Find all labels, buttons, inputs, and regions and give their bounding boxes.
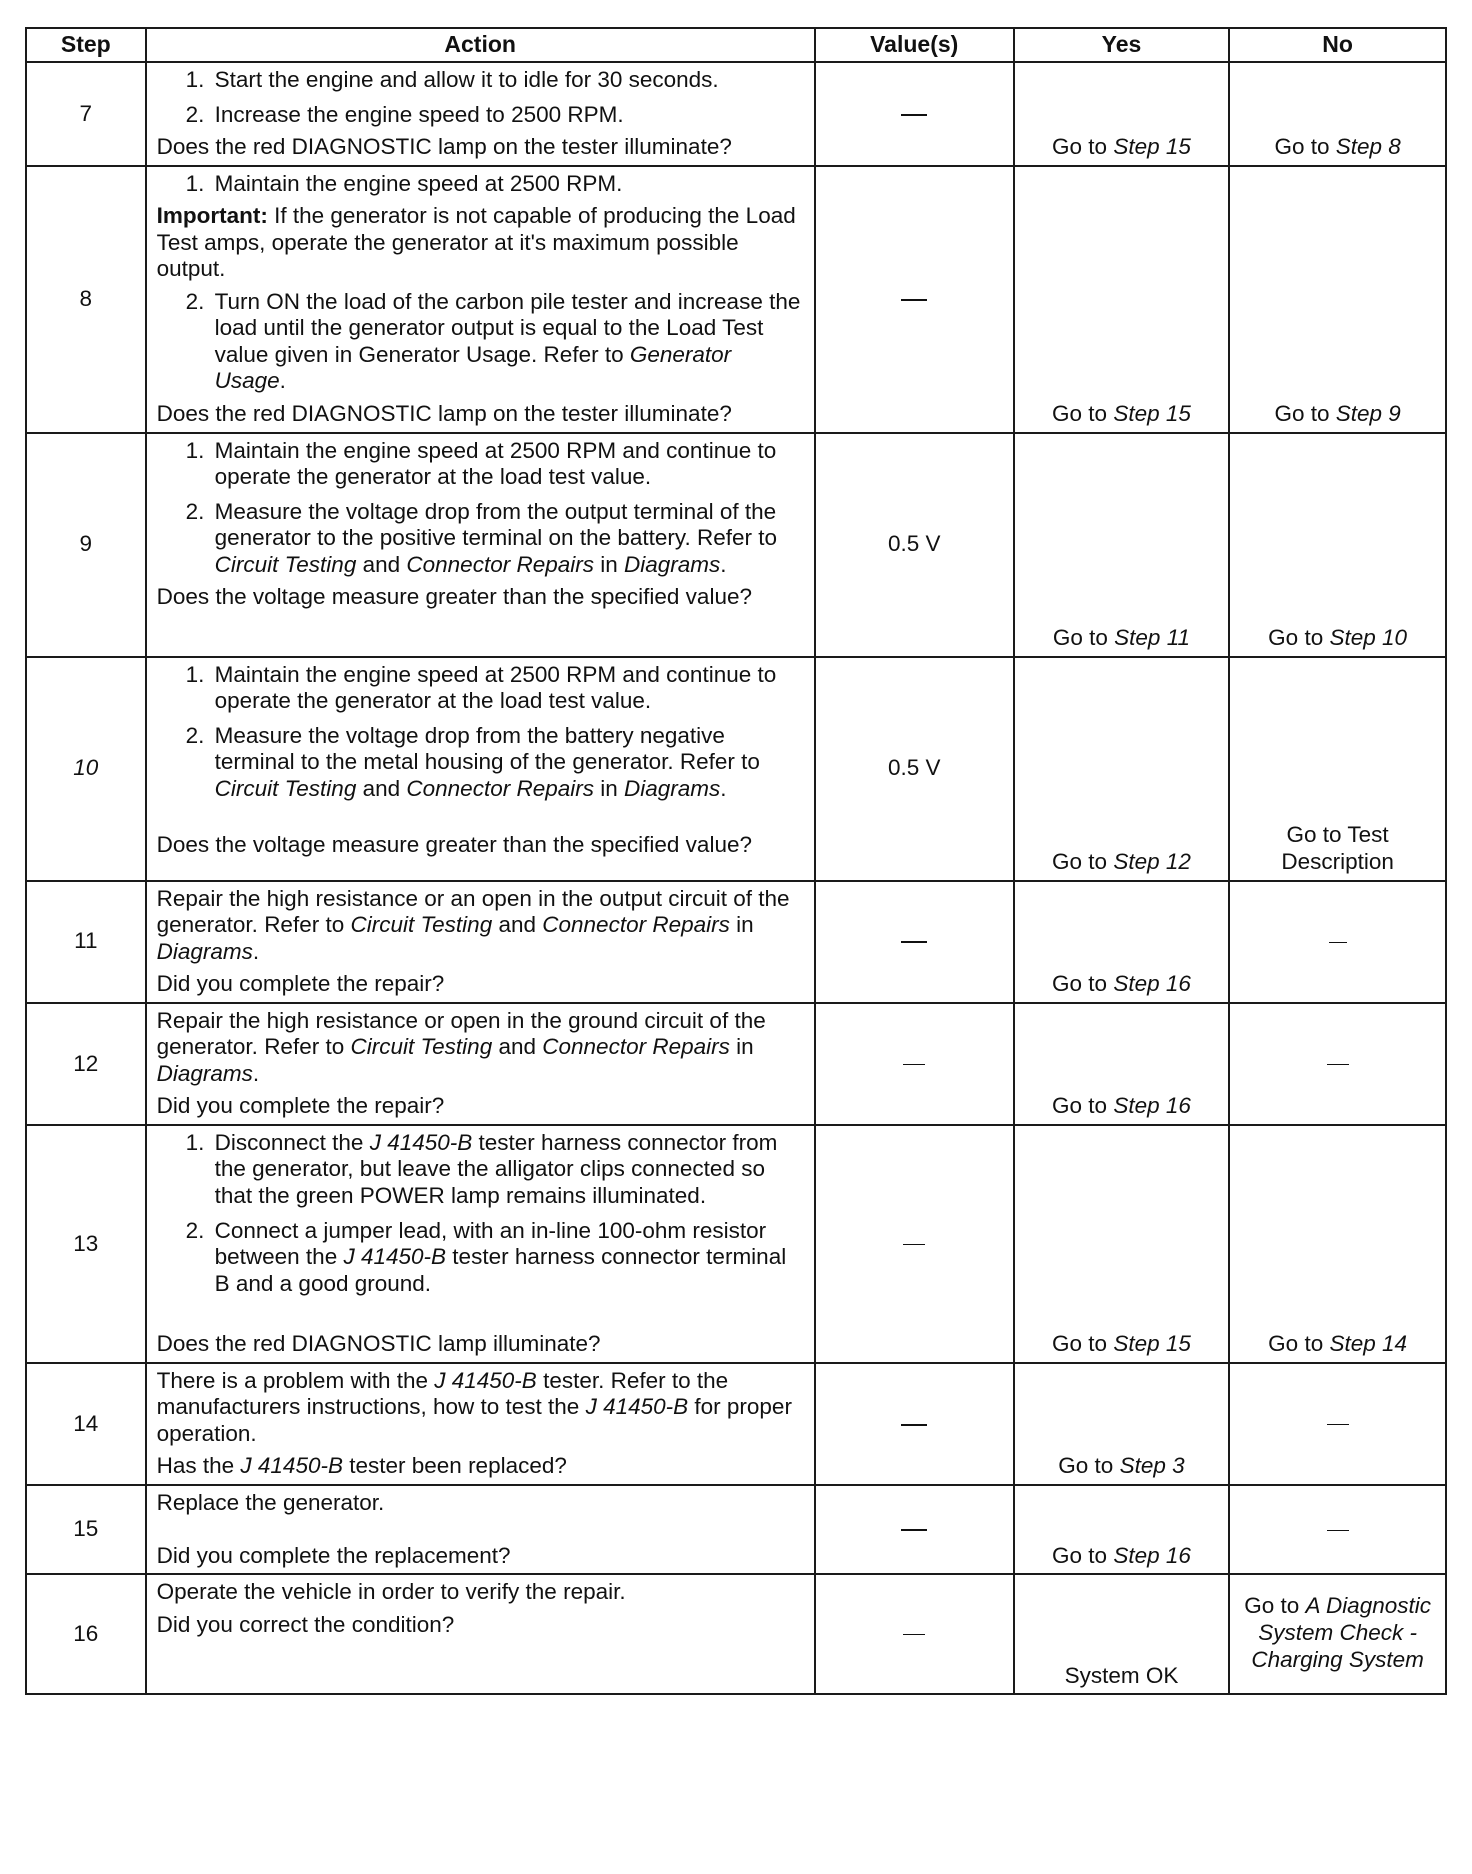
action-item-text: Connect a jumper lead, with an in-line 100-ohm resistor between the xyxy=(214,1217,767,1270)
dash-mark xyxy=(901,114,927,116)
action-item-text: in xyxy=(729,912,754,938)
step-number: 9 xyxy=(26,433,146,657)
dash-mark xyxy=(901,941,927,943)
action-item-text: and xyxy=(356,775,407,801)
no-prefix: Go to xyxy=(1268,1331,1330,1357)
action-question xyxy=(157,1453,804,1480)
step-number: 13 xyxy=(26,1125,146,1363)
yes-step-link[interactable]: Step 15 xyxy=(1113,401,1191,427)
action-item xyxy=(211,1218,804,1298)
yes-prefix: Go to xyxy=(1052,1331,1114,1357)
action-text xyxy=(157,886,804,966)
no-prefix: Go to xyxy=(1268,625,1330,651)
value-cell xyxy=(815,62,1014,166)
action-item: 1. Start the engine and allow it to idle for 30 seconds. xyxy=(211,67,804,94)
no-prefix: Go to xyxy=(1244,1592,1306,1618)
connector-repairs-link[interactable]: Connector Repairs xyxy=(406,775,594,801)
dash-mark xyxy=(901,299,927,301)
step-number: 16 xyxy=(26,1574,146,1694)
action-question: Does the red DIAGNOSTIC lamp on the tester illuminate? xyxy=(156,134,732,160)
value-cell: 0.5 V xyxy=(815,657,1014,881)
no-prefix: Go to xyxy=(1274,134,1336,160)
action-item xyxy=(211,499,804,579)
circuit-testing-link[interactable]: Circuit Testing xyxy=(350,912,493,938)
step-number: 15 xyxy=(26,1485,146,1574)
table-row xyxy=(26,1363,1446,1485)
action-list xyxy=(157,438,804,579)
diagrams-link[interactable]: Diagrams xyxy=(624,551,721,577)
diagnostic-system-check-link[interactable]: A Diagnostic System Check - Charging System xyxy=(1251,1592,1431,1672)
action-question: Does the voltage measure greater than the specified value? xyxy=(156,584,752,610)
action-cell xyxy=(146,1574,815,1694)
action-item-text: Turn ON the load of the carbon pile tester and increase the load until the generator output is equal to the Load Test value given in Generator Usage. Refer to xyxy=(214,288,801,367)
step-number: 7 xyxy=(26,62,146,166)
tool-reference: J 41450-B xyxy=(369,1129,473,1155)
no-cell xyxy=(1229,62,1446,166)
table-row xyxy=(26,1003,1446,1125)
header-values: Value(s) xyxy=(815,28,1014,62)
action-item xyxy=(211,723,804,803)
connector-repairs-link[interactable]: Connector Repairs xyxy=(406,551,594,577)
yes-cell xyxy=(1014,657,1230,881)
header-no: No xyxy=(1229,28,1446,62)
yes-step-link[interactable]: Step 3 xyxy=(1119,1453,1185,1479)
action-cell xyxy=(146,433,815,657)
punct: . xyxy=(279,368,286,394)
table-row xyxy=(26,1125,1446,1363)
action-cell xyxy=(146,881,815,1003)
action-item-text: There is a problem with the xyxy=(156,1367,435,1393)
header-yes: Yes xyxy=(1014,28,1230,62)
table-row xyxy=(26,1485,1446,1574)
important-label: Important: xyxy=(156,203,268,229)
action-list xyxy=(157,67,804,128)
no-step-link[interactable]: Step 14 xyxy=(1329,1331,1408,1357)
yes-prefix: Go to xyxy=(1058,1453,1120,1479)
value-cell xyxy=(815,166,1014,433)
action-text: Operate the vehicle in order to verify the repair. xyxy=(156,1579,626,1605)
table-row xyxy=(26,166,1446,433)
action-item-text: for proper operation. xyxy=(156,1394,792,1446)
yes-step-link[interactable]: Step 11 xyxy=(1114,625,1191,651)
no-cell xyxy=(1229,1363,1446,1485)
yes-step-link[interactable]: Step 16 xyxy=(1113,971,1191,997)
action-item-text: Measure the voltage drop from the output terminal of the generator to the positive terminal on the battery. Refer to xyxy=(214,498,777,551)
diagrams-link[interactable]: Diagrams xyxy=(156,1060,253,1086)
yes-prefix: Go to xyxy=(1052,971,1114,997)
action-question: Did you correct the condition? xyxy=(156,1611,455,1637)
action-item-text: in xyxy=(593,775,624,801)
yes-cell xyxy=(1014,166,1230,433)
diagrams-link[interactable]: Diagrams xyxy=(624,775,721,801)
punct: . xyxy=(720,775,727,801)
action-item-text: Repair the high resistance or an open in the output circuit of the generator. Refer to xyxy=(156,885,790,938)
action-item-text: and xyxy=(356,551,407,577)
tool-reference: J 41450-B xyxy=(585,1394,689,1420)
action-list xyxy=(157,289,804,395)
no-step-link[interactable]: Step 8 xyxy=(1335,134,1401,160)
yes-cell xyxy=(1014,1125,1230,1363)
action-item: 1. Maintain the engine speed at 2500 RPM and continue to operate the generator at the load test value. xyxy=(211,662,804,715)
important-note xyxy=(157,203,804,283)
value-cell xyxy=(815,881,1014,1003)
action-question: Did you complete the repair? xyxy=(156,1093,445,1119)
dash-mark xyxy=(1327,1064,1349,1065)
generator-usage-link[interactable]: Generator Usage xyxy=(214,341,732,394)
tool-reference: J 41450-B xyxy=(240,1453,343,1479)
diagnostic-table xyxy=(25,27,1447,1695)
no-step-link[interactable]: Step 10 xyxy=(1329,625,1408,651)
no-prefix: Go to xyxy=(1274,401,1336,427)
circuit-testing-link[interactable]: Circuit Testing xyxy=(214,775,357,801)
yes-cell: System OK xyxy=(1014,1574,1230,1694)
yes-cell xyxy=(1014,881,1230,1003)
dash-mark xyxy=(1329,942,1347,943)
action-item: 1. Maintain the engine speed at 2500 RPM. xyxy=(211,171,804,198)
yes-cell xyxy=(1014,1485,1230,1574)
yes-cell xyxy=(1014,62,1230,166)
action-list xyxy=(157,662,804,803)
connector-repairs-link[interactable]: Connector Repairs xyxy=(542,912,730,938)
action-item: 2. Increase the engine speed to 2500 RPM. xyxy=(211,102,804,129)
table-row xyxy=(26,657,1446,881)
yes-prefix: Go to xyxy=(1052,1542,1114,1568)
action-list xyxy=(157,171,804,198)
dash-mark xyxy=(903,1244,925,1245)
no-cell xyxy=(1229,433,1446,657)
header-action: Action xyxy=(146,28,815,62)
action-item-text: Disconnect the xyxy=(214,1129,370,1155)
tool-reference: J 41450-B xyxy=(434,1367,537,1393)
no-cell xyxy=(1229,166,1446,433)
action-question: Did you complete the replacement? xyxy=(156,1542,511,1568)
no-cell xyxy=(1229,1485,1446,1574)
connector-repairs-link[interactable]: Connector Repairs xyxy=(542,1034,730,1060)
action-item-text: Repair the high resistance or open in the ground circuit of the generator. Refer to xyxy=(156,1007,766,1060)
action-cell xyxy=(146,166,815,433)
yes-step-link[interactable]: Step 15 xyxy=(1113,1331,1191,1357)
dash-mark xyxy=(1327,1424,1349,1425)
action-item-text: tester been replaced? xyxy=(342,1453,567,1479)
header-row xyxy=(26,28,1446,62)
table-row xyxy=(26,1574,1446,1694)
action-item-text: tester. Refer to the manufacturers instructions, how to test the xyxy=(156,1367,729,1420)
yes-prefix: Go to xyxy=(1052,625,1115,651)
action-item xyxy=(211,289,804,395)
table-row xyxy=(26,433,1446,657)
action-text: Replace the generator. xyxy=(156,1489,385,1515)
action-question: Does the red DIAGNOSTIC lamp on the tester illuminate? xyxy=(156,401,732,427)
step-number: 12 xyxy=(26,1003,146,1125)
action-cell xyxy=(146,1363,815,1485)
action-item xyxy=(211,1130,804,1210)
important-text: If the generator is not capable of producing the Load Test amps, operate the generator at it's maximum possible output. xyxy=(156,203,796,282)
diagnostic-table-page xyxy=(25,27,1447,1695)
no-step-link[interactable]: Step 9 xyxy=(1335,401,1401,427)
diagrams-link[interactable]: Diagrams xyxy=(156,938,253,964)
dash-mark xyxy=(901,1424,927,1426)
no-cell xyxy=(1229,881,1446,1003)
action-cell xyxy=(146,657,815,881)
no-cell xyxy=(1229,1574,1446,1694)
punct: . xyxy=(720,551,727,577)
yes-cell xyxy=(1014,1003,1230,1125)
dash-mark xyxy=(903,1064,925,1065)
action-item-text: Measure the voltage drop from the battery negative terminal to the metal housing of the generator. Refer to xyxy=(214,722,760,775)
value-cell xyxy=(815,1125,1014,1363)
no-cell xyxy=(1229,1003,1446,1125)
action-text xyxy=(157,1008,804,1088)
no-cell xyxy=(1229,1125,1446,1363)
yes-step-link[interactable]: Step 12 xyxy=(1113,849,1191,875)
action-cell xyxy=(146,1125,815,1363)
circuit-testing-link[interactable]: Circuit Testing xyxy=(214,551,357,577)
action-item-text: tester harness connector terminal B and a good ground. xyxy=(214,1244,787,1296)
action-cell xyxy=(146,1485,815,1574)
yes-cell xyxy=(1014,1363,1230,1485)
action-item-text: and xyxy=(492,912,543,938)
yes-step-link[interactable]: Step 15 xyxy=(1113,134,1191,160)
yes-prefix: Go to xyxy=(1052,401,1114,427)
tool-reference: J 41450-B xyxy=(343,1244,447,1270)
action-question: Does the voltage measure greater than the specified value? xyxy=(156,832,752,858)
yes-prefix: Go to xyxy=(1052,849,1114,875)
circuit-testing-link[interactable]: Circuit Testing xyxy=(350,1034,493,1060)
value-cell xyxy=(815,1363,1014,1485)
value-cell xyxy=(815,1003,1014,1125)
action-cell xyxy=(146,62,815,166)
action-item-text: Has the xyxy=(156,1453,241,1479)
action-list xyxy=(157,1130,804,1297)
action-item-text: tester harness connector from the generator, but leave the alligator clips connected so that the green POWER lamp remains illuminated. xyxy=(214,1129,778,1209)
action-question: Does the red DIAGNOSTIC lamp illuminate? xyxy=(156,1331,601,1357)
yes-cell xyxy=(1014,433,1230,657)
yes-step-link[interactable]: Step 16 xyxy=(1113,1542,1191,1568)
table-row xyxy=(26,881,1446,1003)
header-step: Step xyxy=(26,28,146,62)
action-item-text: in xyxy=(729,1034,754,1060)
no-test-description-link[interactable]: Go to Test Description xyxy=(1281,822,1394,875)
action-item: 1. Maintain the engine speed at 2500 RPM and continue to operate the generator at the load test value. xyxy=(211,438,804,491)
value-cell xyxy=(815,1485,1014,1574)
yes-prefix: Go to xyxy=(1052,134,1114,160)
action-text xyxy=(157,1368,804,1448)
dash-mark xyxy=(903,1634,925,1635)
action-item-text: and xyxy=(492,1034,543,1060)
step-number: 11 xyxy=(26,881,146,1003)
punct: . xyxy=(252,1060,260,1086)
no-cell xyxy=(1229,657,1446,881)
step-number: 8 xyxy=(26,166,146,433)
step-number: 14 xyxy=(26,1363,146,1485)
punct: . xyxy=(252,938,260,964)
step-number: 10 xyxy=(26,657,146,881)
action-item-text: in xyxy=(593,551,624,577)
dash-mark xyxy=(1327,1530,1349,1531)
value-cell: 0.5 V xyxy=(815,433,1014,657)
action-question: Did you complete the repair? xyxy=(156,971,445,997)
value-cell xyxy=(815,1574,1014,1694)
yes-step-link[interactable]: Step 16 xyxy=(1113,1093,1191,1119)
action-cell xyxy=(146,1003,815,1125)
table-row xyxy=(26,62,1446,166)
yes-prefix: Go to xyxy=(1052,1093,1114,1119)
dash-mark xyxy=(901,1529,927,1531)
